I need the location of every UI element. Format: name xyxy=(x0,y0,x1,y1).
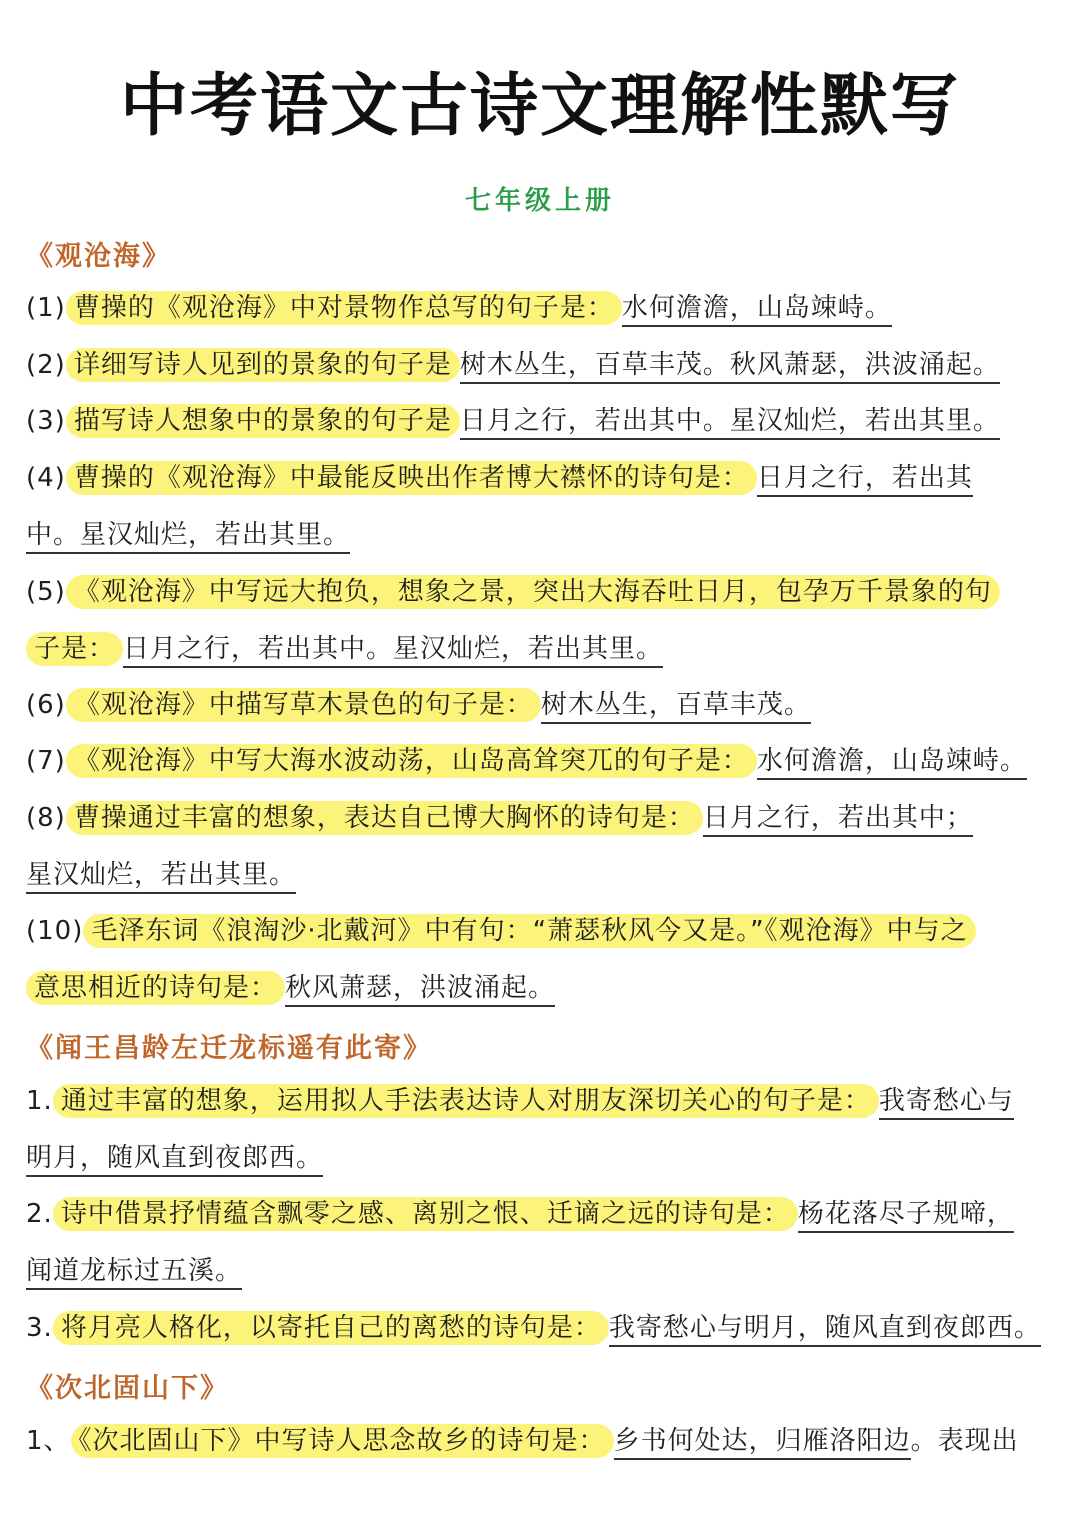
answer-text: 我寄愁心与 xyxy=(879,1086,1014,1120)
question-line xyxy=(26,798,1056,838)
question-number: (7) xyxy=(26,746,66,776)
question-text: 《观沧海》中描写草木景色的句子是： xyxy=(66,688,541,722)
answer-text: 星汉灿烂，若出其里。 xyxy=(26,860,296,894)
question-text: 意思相近的诗句是： xyxy=(26,971,285,1005)
question-line xyxy=(26,288,1056,328)
question-number: (2) xyxy=(26,350,66,380)
question-number: (6) xyxy=(26,690,66,720)
question-number: (4) xyxy=(26,463,66,493)
answer-text: 日月之行，若出其中。星汉灿烂，若出其里。 xyxy=(123,634,663,668)
answer-text: 日月之行，若出其中。星汉灿烂，若出其里。 xyxy=(460,406,1000,440)
question-text: 曹操的《观沧海》中最能反映出作者博大襟怀的诗句是： xyxy=(66,461,757,495)
section-heading: 《次北固山下》 xyxy=(26,1373,229,1404)
grade-subtitle: 七年级上册 xyxy=(464,186,615,216)
answer-text: 闻道龙标过五溪。 xyxy=(26,1256,242,1290)
question-number: (3) xyxy=(26,406,66,436)
question-number: (1) xyxy=(26,293,66,323)
answer-text: 杨花落尽子规啼， xyxy=(798,1199,1014,1233)
answer-text: 我寄愁心与明月，随风直到夜郎西。 xyxy=(609,1313,1041,1347)
question-line xyxy=(26,401,1056,441)
question-line xyxy=(26,968,1056,1008)
question-line xyxy=(26,629,1056,669)
question-text: 子是： xyxy=(26,632,123,666)
question-number: (10) xyxy=(26,916,84,946)
question-line xyxy=(26,1138,1056,1178)
question-line xyxy=(26,1081,1056,1121)
question-text: 详细写诗人见到的景象的句子是 xyxy=(66,348,460,382)
question-text: 《次北固山下》中写诗人思念故乡的诗句是： xyxy=(71,1424,614,1458)
page-title: 中考语文古诗文理解性默写 xyxy=(119,67,960,146)
question-text: 通过丰富的想象，运用拟人手法表达诗人对朋友深切关心的句子是： xyxy=(53,1084,879,1118)
question-number: (5) xyxy=(26,577,66,607)
question-number: 3. xyxy=(26,1313,53,1343)
question-text: 曹操通过丰富的想象，表达自己博大胸怀的诗句是： xyxy=(66,801,703,835)
question-line xyxy=(26,855,1056,895)
answer-text: 乡书何处达，归雁洛阳边 xyxy=(614,1426,911,1460)
answer-text: 中。星汉灿烂，若出其里。 xyxy=(26,520,350,554)
trailing-text: 。表现出 xyxy=(910,1426,1019,1456)
question-line xyxy=(26,1421,1056,1461)
question-line xyxy=(26,1251,1056,1291)
section-heading: 《观沧海》 xyxy=(26,241,171,272)
question-number: (8) xyxy=(26,803,66,833)
question-line xyxy=(26,911,1056,951)
question-line xyxy=(26,685,1056,725)
answer-text: 秋风萧瑟，洪波涌起。 xyxy=(285,973,555,1007)
section-heading: 《闻王昌龄左迁龙标遥有此寄》 xyxy=(26,1033,432,1064)
question-line xyxy=(26,515,1056,555)
answer-text: 水何澹澹，山岛竦峙。 xyxy=(622,293,892,327)
answer-text: 树木丛生，百草丰茂。秋风萧瑟，洪波涌起。 xyxy=(460,350,1000,384)
answer-text: 树木丛生，百草丰茂。 xyxy=(541,690,811,724)
question-text: 曹操的《观沧海》中对景物作总写的句子是： xyxy=(66,291,622,325)
question-line xyxy=(26,1194,1056,1234)
question-line xyxy=(26,1308,1056,1348)
question-line xyxy=(26,458,1056,498)
question-text: 将月亮人格化，以寄托自己的离愁的诗句是： xyxy=(53,1311,609,1345)
answer-text: 日月之行，若出其中； xyxy=(703,803,973,837)
question-text: 《观沧海》中写远大抱负，想象之景，突出大海吞吐日月，包孕万千景象的句 xyxy=(66,575,1000,609)
question-number: 2. xyxy=(26,1199,53,1229)
question-number: 1、 xyxy=(26,1426,71,1456)
question-line xyxy=(26,345,1056,385)
answer-text: 水何澹澹，山岛竦峙。 xyxy=(757,746,1027,780)
question-text: 《观沧海》中写大海水波动荡，山岛高耸突兀的句子是： xyxy=(66,744,757,778)
question-text: 描写诗人想象中的景象的句子是 xyxy=(66,404,460,438)
question-text: 毛泽东词《浪淘沙·北戴河》中有句：“萧瑟秋风今又是。”《观沧海》中与之 xyxy=(83,914,975,948)
answer-text: 明月，随风直到夜郎西。 xyxy=(26,1143,323,1177)
question-line xyxy=(26,741,1056,781)
question-line xyxy=(26,572,1056,612)
answer-text: 日月之行，若出其 xyxy=(757,463,973,497)
question-text: 诗中借景抒情蕴含飘零之感、离别之恨、迁谪之远的诗句是： xyxy=(53,1197,798,1231)
question-number: 1. xyxy=(26,1086,53,1116)
